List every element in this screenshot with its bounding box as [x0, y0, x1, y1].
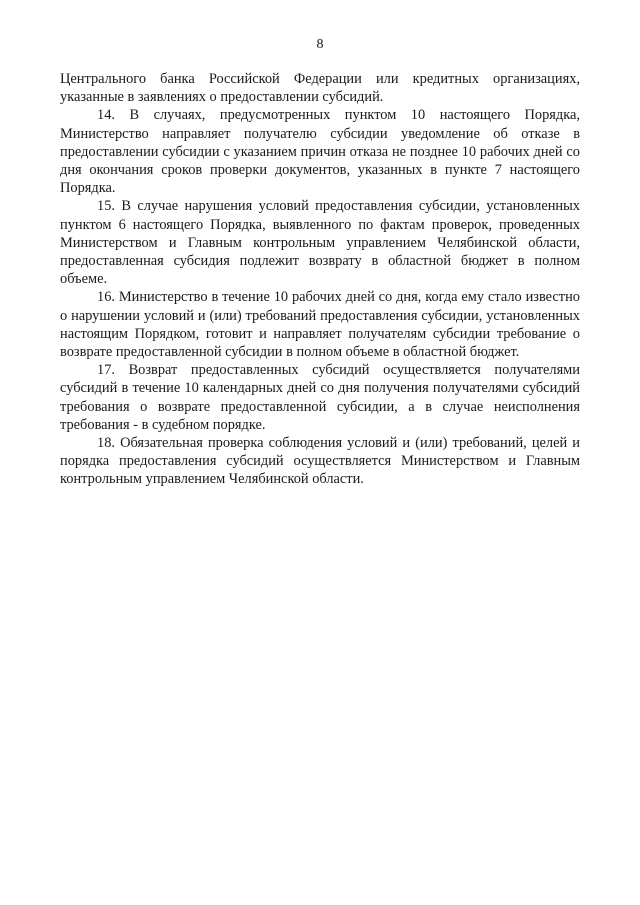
page-number: 8 [316, 37, 324, 52]
paragraph-item-16: 16. Министерство в течение 10 рабочих дней со дня, когда ему стало известно о нарушении условий и (или) требований предоставления субсидии, установленных настоящим Порядком, готовит и направляет получателям субсидии требование о возврате предоставленной субсидии в полном объеме в областной бюджет. [60, 289, 580, 361]
paragraph-item-17: 17. Возврат предоставленных субсидий осуществляется получателями субсидий в течение 10 календарных дней со дня получения получателями субсидий требования о возврате предоставленной субсидии, а в случае неисполнения требования - в судебном порядке. [60, 362, 580, 433]
paragraph-item-15: 15. В случае нарушения условий предоставления субсидии, установленных пунктом 6 настоящего Порядка, выявленного по фактам проверок, проведенных Министерством и Главным контрольным управлением Челябинской области, предоставленная субсидия подлежит возврату в областной бюджет в полном объеме. [60, 198, 580, 288]
paragraph-item-18: 18. Обязательная проверка соблюдения условий и (или) требований, целей и порядка предоставления субсидий осуществляется Министерством и Главным контрольным управлением Челябинской области. [60, 435, 580, 488]
document-body [60, 70, 580, 489]
paragraph-item-14: 14. В случаях, предусмотренных пунктом 10 настоящего Порядка, Министерство направляет получателю субсидии уведомление об отказе в предоставлении субсидии с указанием причин отказа не позднее 10 рабочих дней со дня окончания сроков проверки документов, указанных в пункте 7 настоящего Порядка. [60, 107, 580, 197]
paragraph-continuation: Центрального банка Российской Федерации или кредитных организациях, указанные в заявлениях о предоставлении субсидий. [60, 71, 580, 106]
